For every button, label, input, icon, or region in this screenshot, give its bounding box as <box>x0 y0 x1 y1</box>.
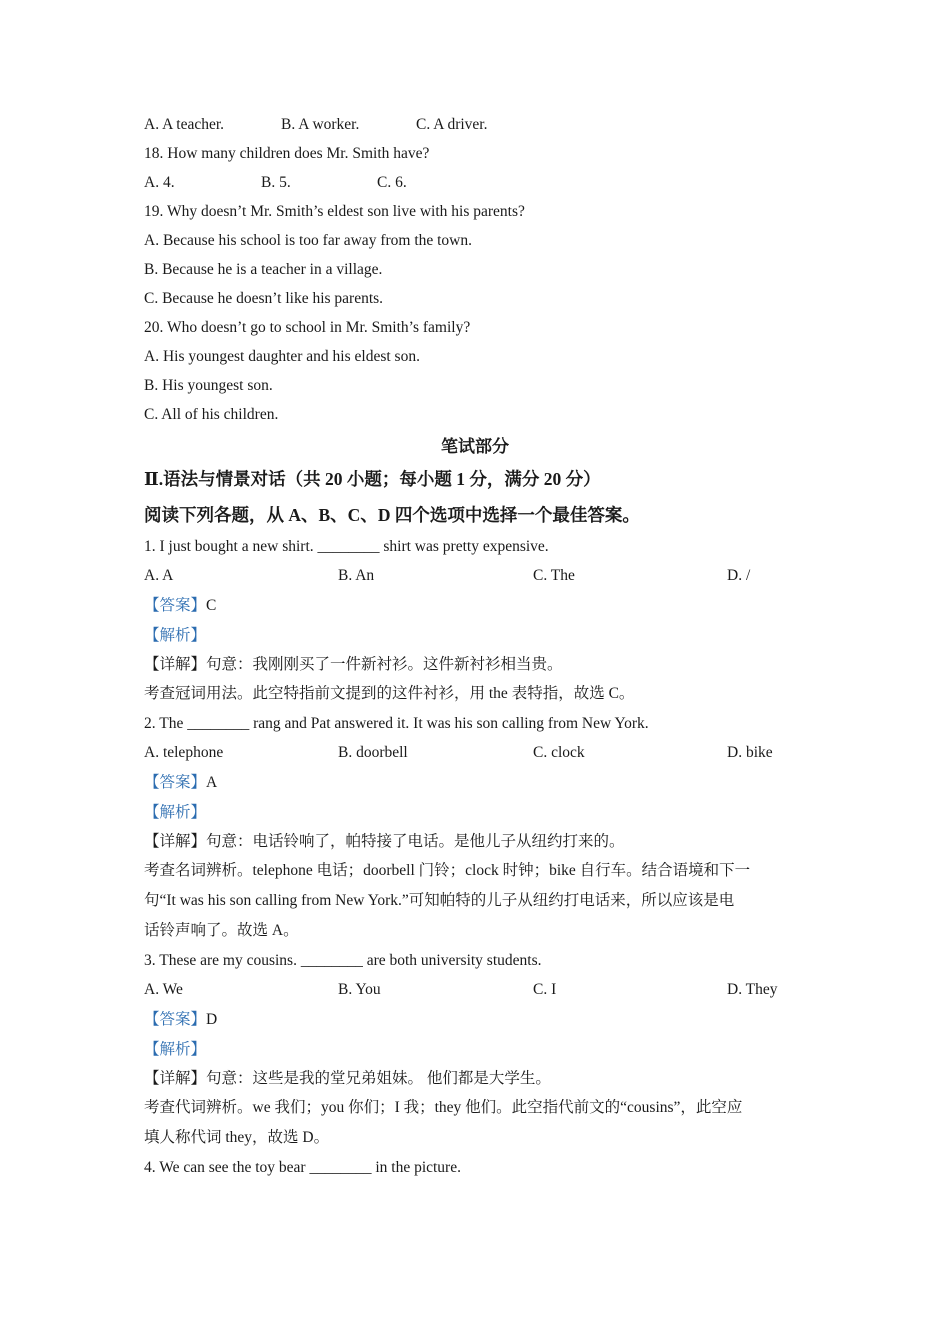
q18-option-b: B. 5. <box>261 174 291 191</box>
section-title: 笔试部分 <box>441 437 509 456</box>
q3-detail: 【详解】句意：这些是我的堂兄弟姐妹。 他们都是大学生。 <box>144 1070 551 1087</box>
q2-explain-line-2: 句“It was his son calling from New York.”可知帕特的儿子从纽约打电话来，所以应该是电 <box>144 892 735 909</box>
q17-option-c: C. A driver. <box>416 116 488 133</box>
q1-option-b: B. An <box>338 567 375 584</box>
q20-stem: 20. Who doesn’t go to school in Mr. Smith’s family? <box>144 319 471 336</box>
answer-label: 【答案】 <box>144 774 207 791</box>
q1-detail: 【详解】句意：我刚刚买了一件新衬衫。这件新衬衫相当贵。 <box>144 656 563 673</box>
q19-option-b: B. Because he is a teacher in a village. <box>144 261 383 278</box>
q18-option-c: C. 6. <box>377 174 407 191</box>
q20-option-b: B. His youngest son. <box>144 377 273 394</box>
q17-option-b: B. A worker. <box>281 116 360 133</box>
q2-explain-line-1: 考查名词辨析。telephone 电话；doorbell 门铃；clock 时钟；bike 自行车。结合语境和下一 <box>144 862 751 879</box>
q3-analysis-label: 【解析】 <box>144 1041 207 1058</box>
answer-label: 【答案】 <box>144 597 207 614</box>
q1-option-a: A. A <box>144 567 174 584</box>
q20-option-a: A. His youngest daughter and his eldest son. <box>144 348 420 365</box>
part-instruction: 阅读下列各题，从 A、B、C、D 四个选项中选择一个最佳答案。 <box>144 505 640 525</box>
q1-stem: 1. I just bought a new shirt. ________ shirt was pretty expensive. <box>144 538 549 555</box>
q1-explain-line-1: 考查冠词用法。此空特指前文提到的这件衬衫，用 the 表特指，故选 C。 <box>144 685 635 702</box>
q3-stem: 3. These are my cousins. ________ are both university students. <box>144 952 542 969</box>
q18-stem: 18. How many children does Mr. Smith have? <box>144 145 430 162</box>
q3-answer <box>144 1010 217 1030</box>
q2-analysis-label: 【解析】 <box>144 804 207 821</box>
q3-option-d: D. They <box>727 981 778 998</box>
q19-option-c: C. Because he doesn’t like his parents. <box>144 290 384 307</box>
answer-value: A <box>206 774 218 791</box>
q1-option-c: C. The <box>533 567 575 584</box>
answer-value: C <box>206 597 217 614</box>
q2-answer <box>144 773 217 793</box>
q2-detail: 【详解】句意：电话铃响了，帕特接了电话。是他儿子从纽约打来的。 <box>144 833 625 850</box>
q3-option-b: B. You <box>338 981 381 998</box>
q17-option-a: A. A teacher. <box>144 116 225 133</box>
q2-option-c: C. clock <box>533 744 585 761</box>
q2-explain-line-3: 话铃声响了。故选 A。 <box>144 922 299 939</box>
q2-option-d: D. bike <box>727 744 773 761</box>
q19-stem: 19. Why doesn’t Mr. Smith’s eldest son live with his parents? <box>144 203 525 220</box>
q1-analysis-label: 【解析】 <box>144 627 207 644</box>
q3-option-a: A. We <box>144 981 183 998</box>
q3-explain-line-2: 填人称代词 they，故选 D。 <box>144 1129 330 1146</box>
part-heading: Ⅱ.语法与情景对话（共 20 小题；每小题 1 分，满分 20 分） <box>144 469 601 489</box>
q1-option-d: D. / <box>727 567 751 584</box>
q2-option-a: A. telephone <box>144 744 224 761</box>
q18-option-a: A. 4. <box>144 174 175 191</box>
q4-stem: 4. We can see the toy bear ________ in the picture. <box>144 1159 461 1176</box>
q2-stem: 2. The ________ rang and Pat answered it. It was his son calling from New York. <box>144 715 649 732</box>
answer-label: 【答案】 <box>144 1011 207 1028</box>
answer-value: D <box>206 1011 218 1028</box>
q1-answer <box>144 596 216 616</box>
q2-option-b: B. doorbell <box>338 744 408 761</box>
q20-option-c: C. All of his children. <box>144 406 279 423</box>
q19-option-a: A. Because his school is too far away from the town. <box>144 232 473 249</box>
q3-option-c: C. I <box>533 981 557 998</box>
q3-explain-line-1: 考查代词辨析。we 我们；you 你们；I 我；they 他们。此空指代前文的“cousins”，此空应 <box>144 1099 743 1116</box>
